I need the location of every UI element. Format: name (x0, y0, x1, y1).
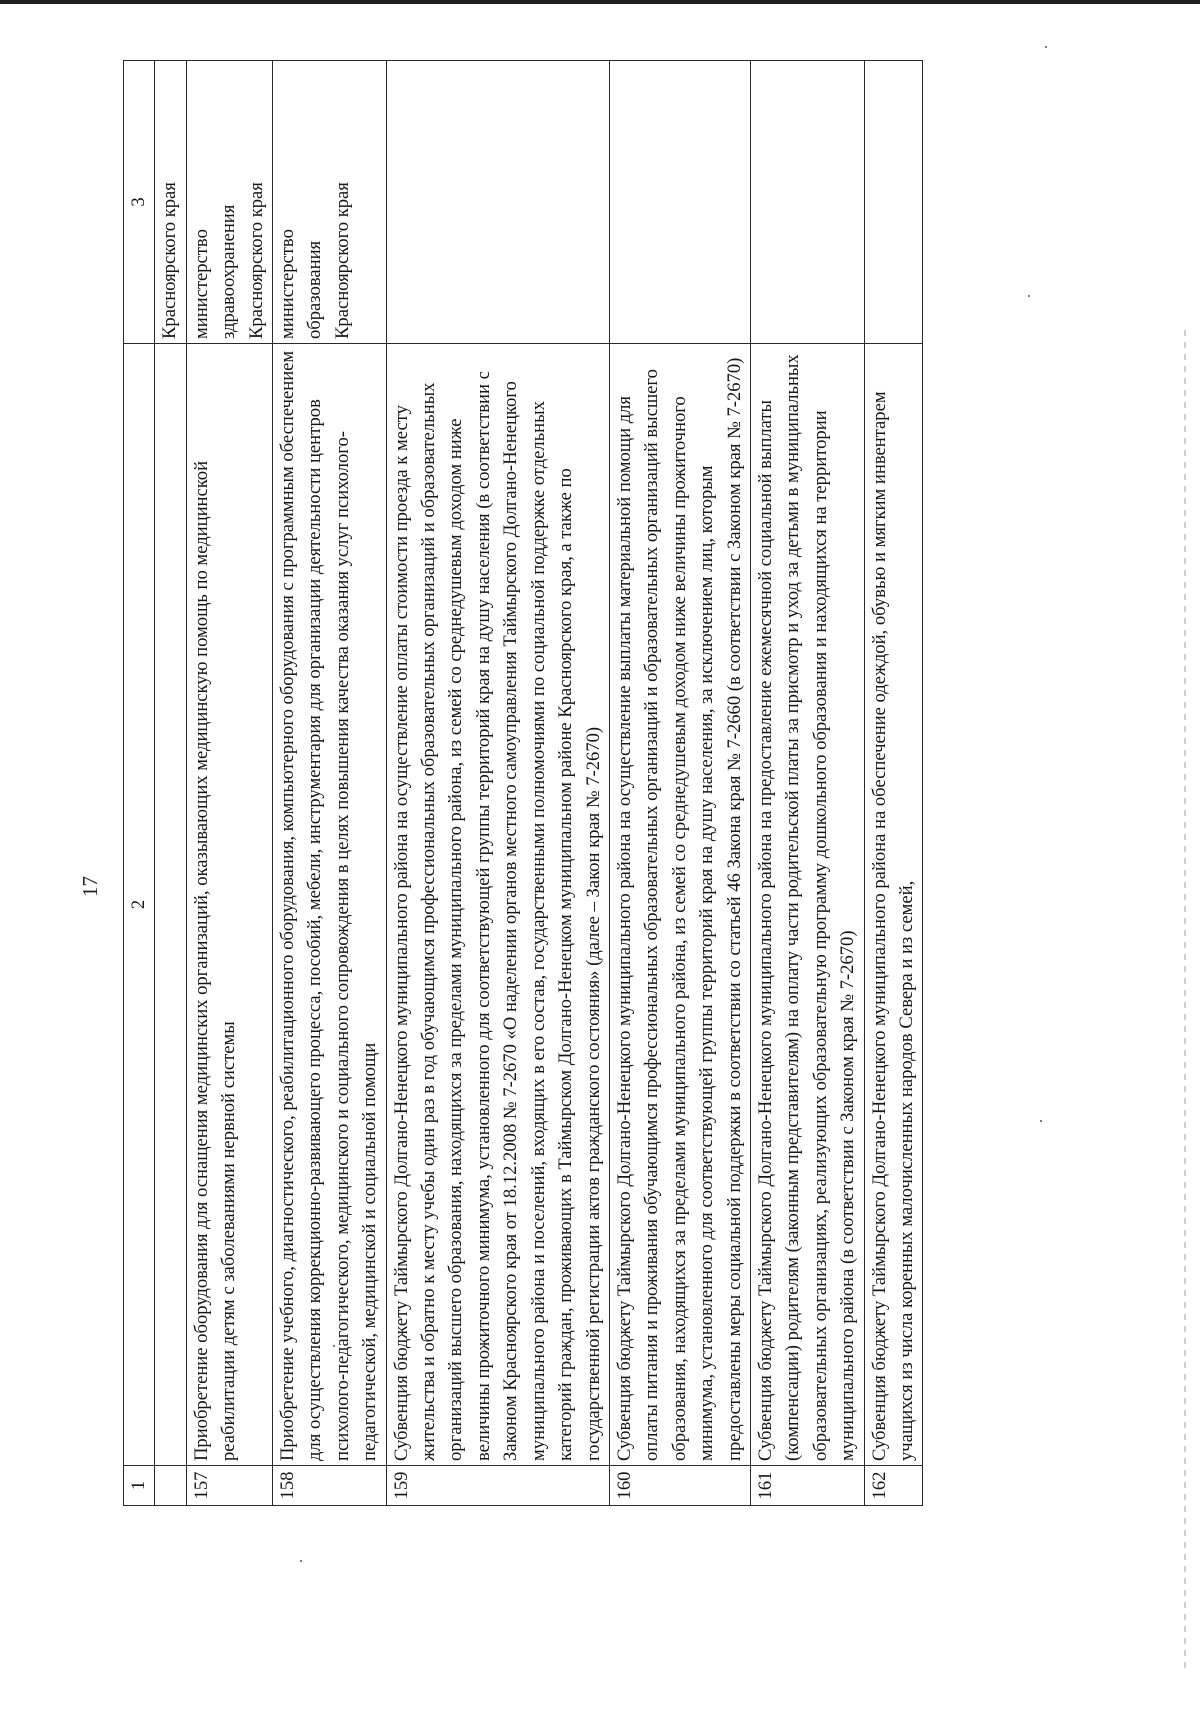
page-number: 17 (78, 876, 102, 897)
continuation-responsible: Красноярского края (155, 61, 186, 344)
continuation-row (155, 61, 186, 1506)
table-row (273, 61, 387, 1506)
row-responsible (750, 61, 864, 344)
continuation-num (155, 1466, 186, 1506)
row-text: Приобретение учебного, диагностического, реабилитационного оборудования, компьютерного оборудования с программным обеспечением для осуществления коррекционно-развивающего процесса, пособий, мебели, инструментария для организации деятельности центров психолого-педагогического, медицинского и социального сопровождения в целях повышения качества оказания услуг психолого-педагогической, медицинской и социальной помощи (273, 344, 387, 1466)
header-col-3: 3 (124, 61, 155, 344)
row-text: Субвенция бюджету Таймырского Долгано-Ненецкого муниципального района на обеспечение одеждой, обувью и мягким инвентарем учащихся из числа коренных малочисленных народов Севера и из семей, (864, 344, 923, 1466)
row-text: Субвенция бюджету Таймырского Долгано-Ненецкого муниципального района на осуществление выплаты материальной помощи для оплаты питания и проживания обучающимся профессиональных образовательных организаций и образовательных организаций высшего образования, находящихся за пределами муниципального района, из семей со среднедушевым доходом ниже величины прожиточного минимума, установленного для соответствующей группы территорий края на душу населения, за исключением лиц, которым предоставлены меры социальной поддержки в соответствии со статьей 46 Закона края № 7-2660 (в соответствии с Законом края № 7-2670) (609, 344, 750, 1466)
row-number: 159 (386, 1466, 609, 1506)
header-col-2: 2 (124, 344, 155, 1466)
row-number: 161 (750, 1466, 864, 1506)
row-number: 158 (273, 1466, 387, 1506)
header-col-1: 1 (124, 1466, 155, 1506)
row-text: Приобретение оборудования для оснащения медицинских организаций, оказывающих медицинскую помощь по медицинской реабилитации детям с заболеваниями нервной системы (186, 344, 272, 1466)
budget-table (123, 60, 923, 1506)
row-responsible: министерство образования Красноярского края (273, 61, 387, 344)
row-responsible (386, 61, 609, 344)
row-number: 162 (864, 1466, 923, 1506)
row-text: Субвенция бюджету Таймырского Долгано-Ненецкого муниципального района на предоставление ежемесячной социальной выплаты (компенсации) родителям (законным представителям) на оплату части родительской платы за присмотр и уход за детьми в муниципальных образовательных организациях, реализующих образовательную программу дошкольного образования и находящихся на территории муниципального района (в соответствии с Законом края № 7-2670) (750, 344, 864, 1466)
row-text: Субвенция бюджету Таймырского Долгано-Ненецкого муниципального района на осуществление оплаты стоимости проезда к месту жительства и обратно к месту учебы один раз в год обучающимся профессиональных образовательных организаций и образовательных организаций высшего образования, находящихся за пределами муниципального района, из семей со среднедушевым доходом ниже величины прожиточного минимума, установленного для соответствующей группы территорий края на душу населения (в соответствии с Законом Красноярского края от 18.12.2008 № 7-2670 «О наделении органов местного самоуправления Таймырского Долгано-Ненецкого муниципального района и поселений, входящих в его состав, государственными полномочиями по социальной поддержке отдельных категорий граждан, проживающих в Таймырском Долгано-Ненецком муниципальном районе Красноярского края, а также по государственной регистрации актов гражданского состояния» (далее – Закон края № 7-2670) (386, 344, 609, 1466)
continuation-text (155, 344, 186, 1466)
row-number: 160 (609, 1466, 750, 1506)
table-row (750, 61, 864, 1506)
row-responsible: министерство здравоохранения Красноярского края (186, 61, 272, 344)
table-header-row (124, 61, 155, 1506)
row-number: 157 (186, 1466, 272, 1506)
table-row (386, 61, 609, 1506)
table-row (609, 61, 750, 1506)
row-responsible (609, 61, 750, 344)
table-row (186, 61, 272, 1506)
row-responsible (864, 61, 923, 344)
table-row (864, 61, 923, 1506)
